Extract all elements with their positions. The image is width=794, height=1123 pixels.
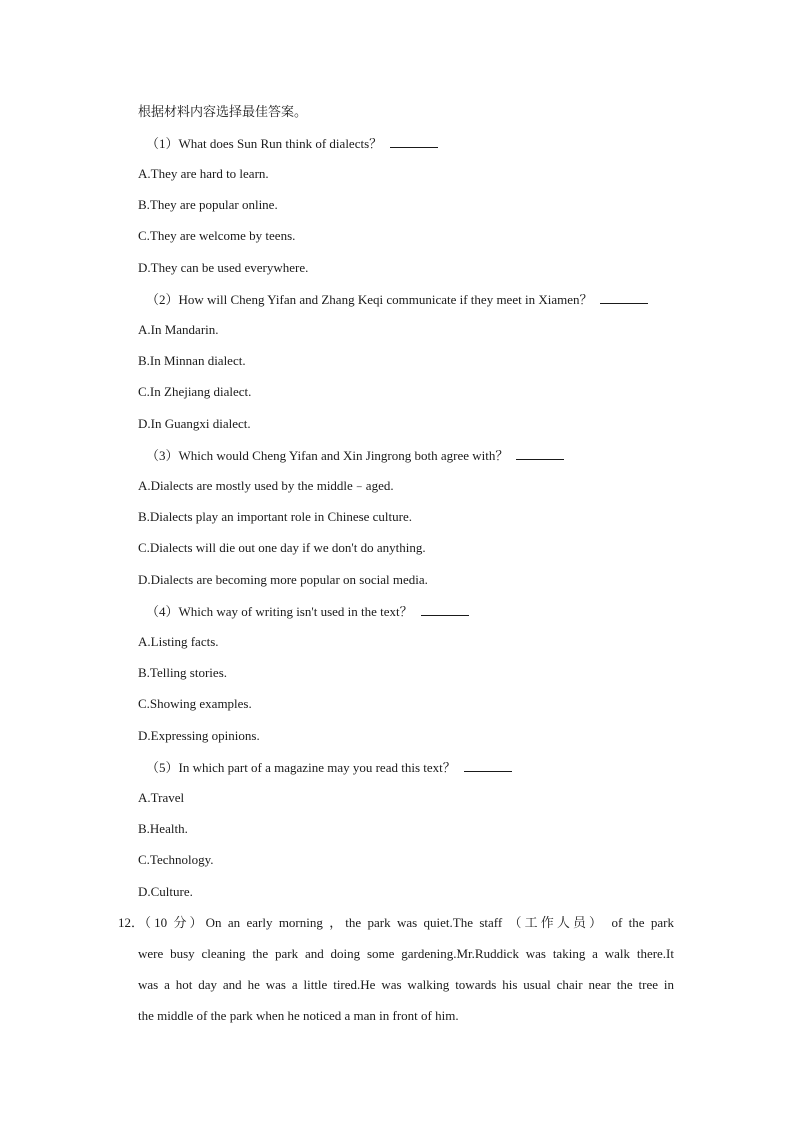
question-stem bbox=[146, 759, 512, 776]
question-number: 12． bbox=[118, 915, 145, 930]
option-d: D.Dialects are becoming more popular on social media. bbox=[138, 572, 428, 587]
answer-blank bbox=[516, 447, 564, 460]
option-a: A.Dialects are mostly used by the middle﹣aged. bbox=[138, 478, 394, 493]
question-1-text: （1）What does Sun Run think of dialects？ bbox=[146, 136, 383, 151]
passage-line: was a hot day and he was a little tired.He was walking towards his usual chair near the tree in bbox=[138, 977, 674, 992]
option-a: A.They are hard to learn. bbox=[138, 166, 269, 181]
option-b: B.Telling stories. bbox=[138, 665, 228, 680]
question-3-text: （3）Which would Cheng Yifan and Xin Jingrong both agree with？ bbox=[146, 448, 509, 463]
option-a: A.Listing facts. bbox=[138, 634, 219, 649]
option-b: B.Dialects play an important role in Chinese culture. bbox=[138, 509, 413, 524]
instruction-text: 根据材料内容选择最佳答案。 bbox=[138, 104, 308, 119]
question-stem bbox=[146, 447, 564, 464]
option-b: B.Health. bbox=[138, 821, 188, 836]
option-d: D.In Guangxi dialect. bbox=[138, 416, 251, 431]
option-c: C.Showing examples. bbox=[138, 696, 252, 711]
answer-blank bbox=[600, 291, 648, 304]
passage-line: the middle of the park when he noticed a man in front of him. bbox=[138, 1008, 459, 1023]
question-4-text: （4）Which way of writing isn't used in the text？ bbox=[146, 604, 413, 619]
option-a: A.Travel bbox=[138, 790, 185, 805]
option-c: C.They are welcome by teens. bbox=[138, 228, 296, 243]
answer-blank bbox=[421, 603, 469, 616]
option-d: D.Culture. bbox=[138, 884, 193, 899]
option-c: C.In Zhejiang dialect. bbox=[138, 384, 252, 399]
question-stem bbox=[146, 291, 648, 308]
option-d: D.They can be used everywhere. bbox=[138, 260, 309, 275]
question-stem bbox=[146, 603, 469, 620]
option-b: B.They are popular online. bbox=[138, 197, 278, 212]
passage-line: （10 分）On an early morning ，the park was quiet.The staff （工作人员） of the park bbox=[138, 915, 674, 930]
answer-blank bbox=[390, 135, 438, 148]
question-2-text: （2）How will Cheng Yifan and Zhang Keqi communicate if they meet in Xiamen？ bbox=[146, 292, 593, 307]
passage-line: were busy cleaning the park and doing some gardening.Mr.Ruddick was taking a walk there.It bbox=[138, 946, 674, 961]
question-5-text: （5）In which part of a magazine may you read this text？ bbox=[146, 760, 456, 775]
question-stem bbox=[146, 135, 438, 152]
option-b: B.In Minnan dialect. bbox=[138, 353, 246, 368]
option-a: A.In Mandarin. bbox=[138, 322, 219, 337]
option-c: C.Dialects will die out one day if we don't do anything. bbox=[138, 540, 426, 555]
option-c: C.Technology. bbox=[138, 852, 214, 867]
answer-blank bbox=[464, 759, 512, 772]
option-d: D.Expressing opinions. bbox=[138, 728, 260, 743]
